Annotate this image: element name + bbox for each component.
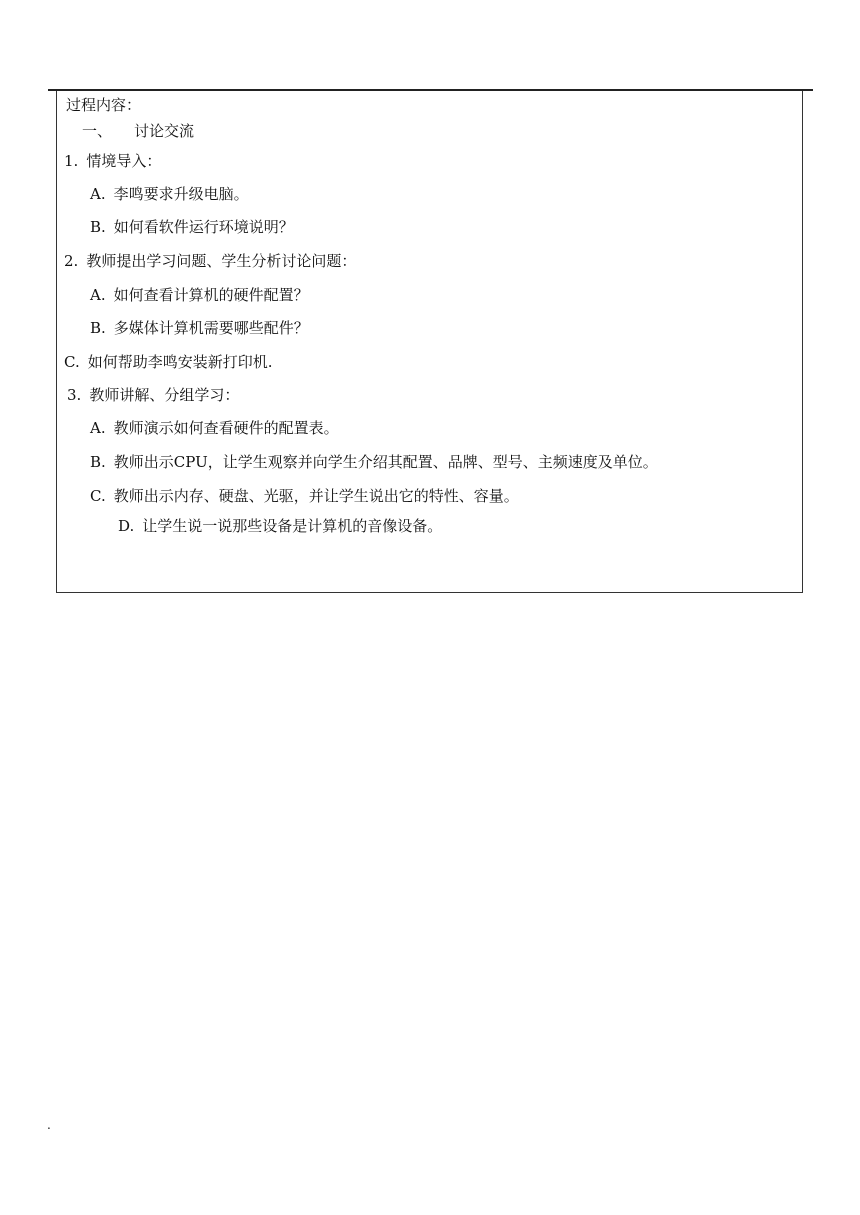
item-text: 情境导入： — [86, 152, 162, 170]
list-item — [90, 217, 294, 237]
list-item — [64, 352, 273, 372]
list-item — [90, 318, 309, 338]
list-item — [90, 184, 249, 204]
item-marker: B. — [90, 319, 106, 337]
item-text: 教师讲解、分组学习： — [89, 386, 240, 404]
list-item — [90, 418, 339, 438]
item-marker: 1. — [64, 152, 79, 170]
item-marker: 3. — [67, 386, 82, 404]
item-text: 如何看软件运行环境说明？ — [113, 218, 294, 236]
item-marker: C. — [90, 487, 106, 505]
item-text: 多媒体计算机需要哪些配件？ — [113, 319, 309, 337]
item-text: 如何帮助李鸣安装新打印机. — [87, 353, 273, 371]
item-marker: 2. — [64, 252, 79, 270]
footer-mark: . — [47, 1118, 51, 1132]
item-text: 教师提出学习问题、学生分析讨论问题： — [86, 252, 357, 270]
item-marker: A. — [90, 419, 106, 437]
item-marker: C. — [64, 353, 80, 371]
item-text: 教师出示CPU，让学生观察并向学生介绍其配置、品牌、型号、主频速度及单位。 — [113, 453, 658, 471]
list-item — [90, 285, 309, 305]
item-marker: A. — [90, 286, 106, 304]
item-text: 李鸣要求升级电脑。 — [113, 185, 249, 203]
item-marker: B. — [90, 453, 106, 471]
item-text: 让学生说一说那些设备是计算机的音像设备。 — [142, 517, 443, 535]
item-text: 教师演示如何查看硬件的配置表。 — [113, 419, 339, 437]
list-item — [118, 516, 442, 536]
list-item — [67, 385, 239, 405]
section-header: 过程内容： — [66, 96, 142, 114]
item-marker: B. — [90, 218, 106, 236]
list-item — [64, 151, 161, 171]
part-one-title: 讨论交流 — [134, 122, 195, 140]
list-item — [90, 486, 519, 506]
item-marker: A. — [90, 185, 106, 203]
item-text: 如何查看计算机的硬件配置？ — [113, 286, 309, 304]
item-text: 教师出示内存、硬盘、光驱，并让学生说出它的特性、容量。 — [113, 487, 519, 505]
part-one-number: 一、 — [82, 122, 113, 140]
list-item — [64, 251, 356, 271]
list-item — [90, 452, 658, 472]
item-marker: D. — [118, 517, 135, 535]
part-one-heading — [82, 121, 194, 141]
